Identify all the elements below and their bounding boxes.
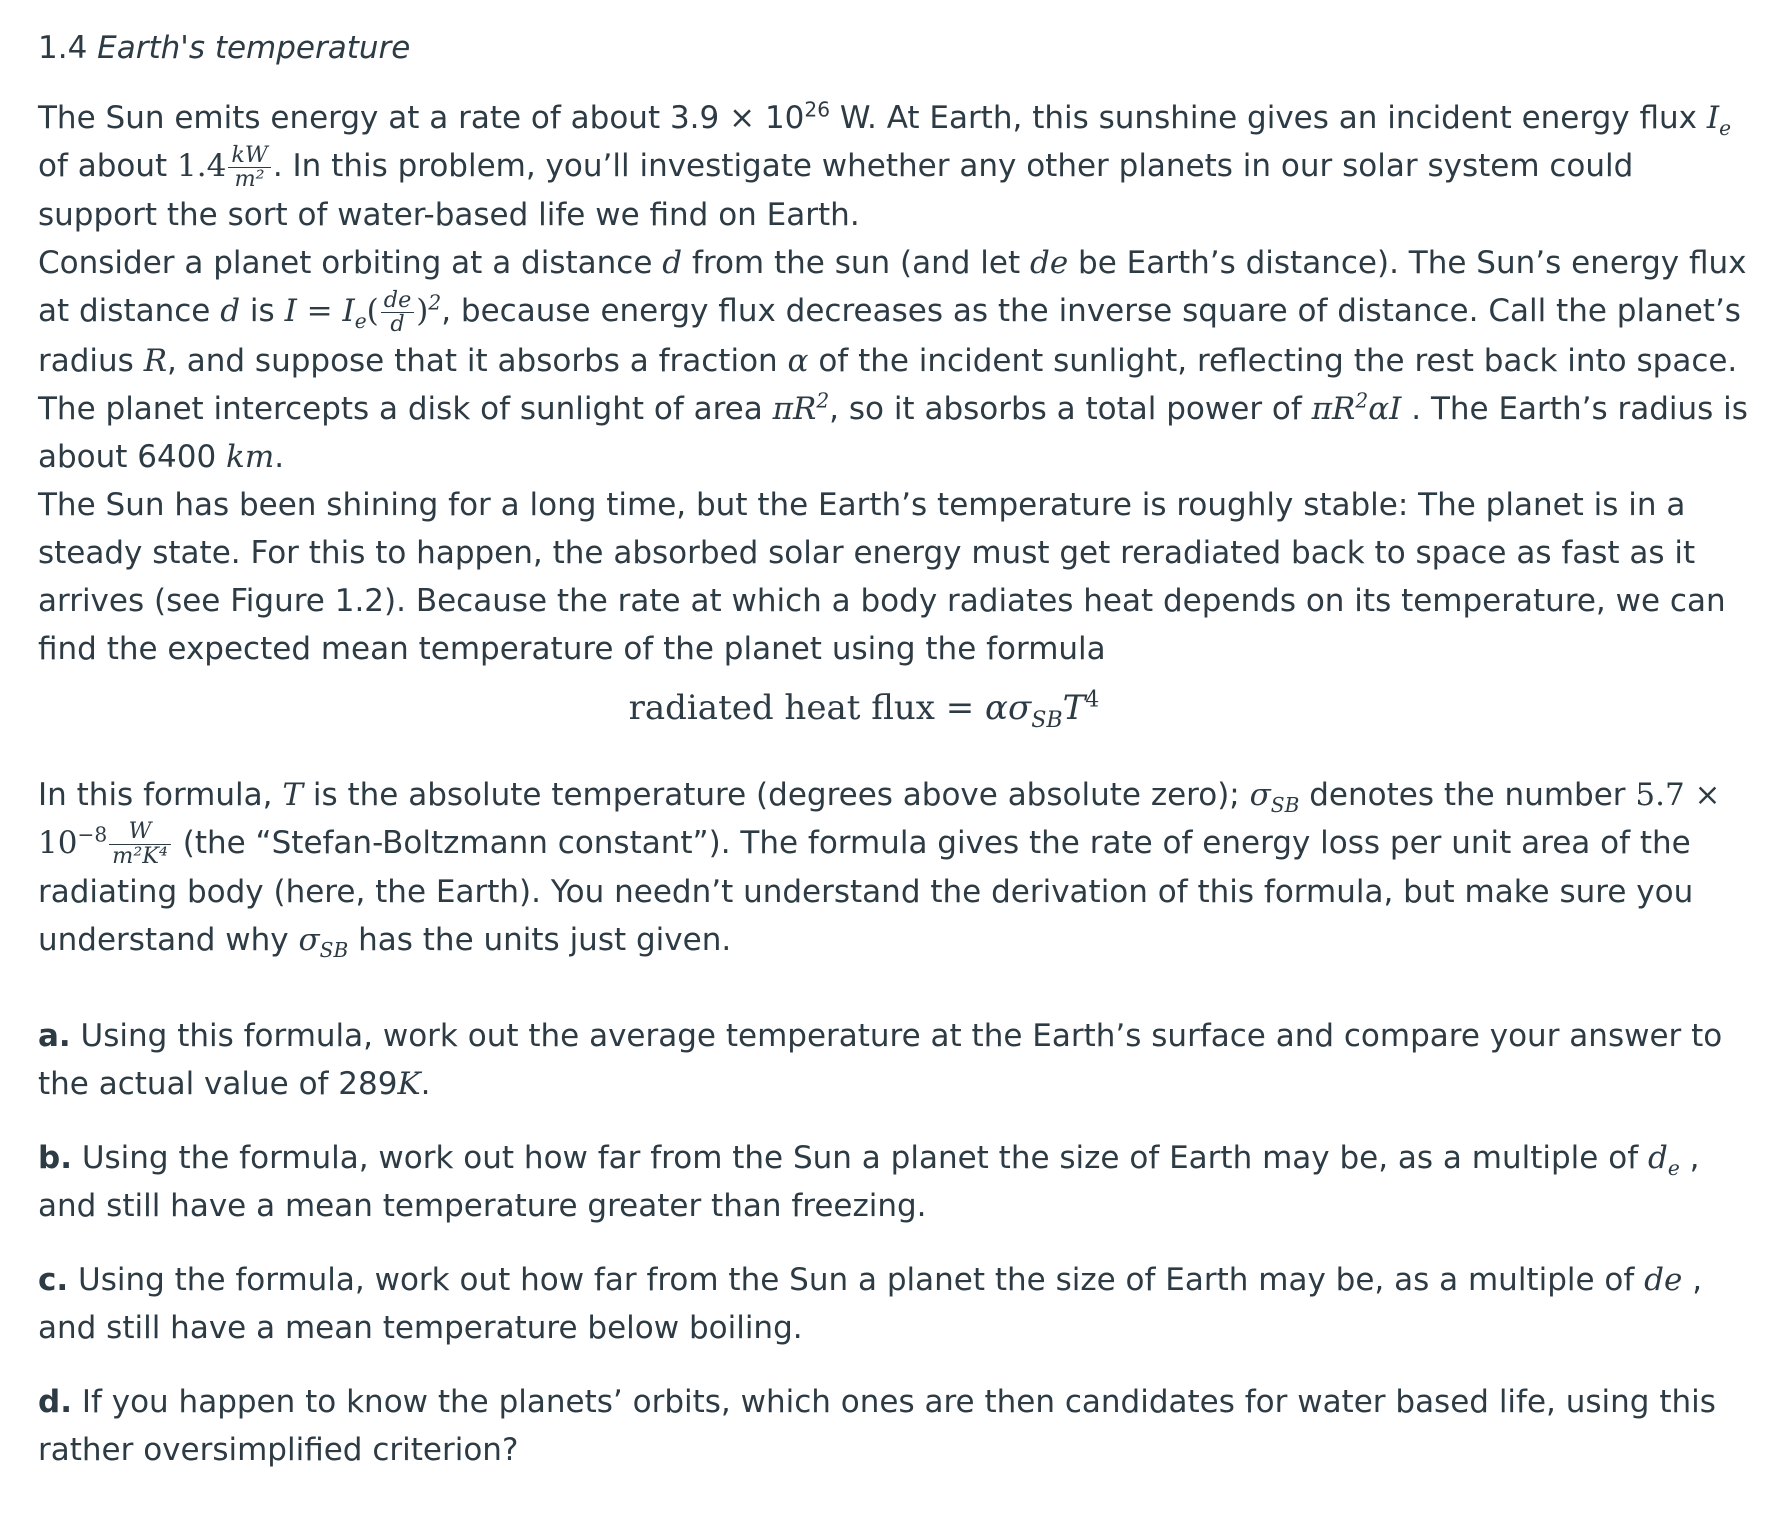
question-b: [38, 1134, 1750, 1230]
display-formula: radiated heat flux = $\alpha\sigma_{SB}T^4$: [628, 686, 1100, 733]
text-run: be Earth’s distance). The Sun’s energy flux at distance: [38, 245, 1747, 330]
text-run: of about: [38, 148, 178, 184]
question-label: b.: [38, 1140, 72, 1177]
question-text: Using the formula, work out how far from the Sun a planet the size of Earth may be, as a multiple of: [68, 1262, 1645, 1299]
math-constant: $5.7 \times 10^{-8}$: [38, 776, 1721, 861]
math-de: de: [1644, 1262, 1683, 1299]
question-text: Using the formula, work out how far from the Sun a planet the size of Earth may be, as a multiple of: [71, 1140, 1648, 1177]
question-text: , and still have a mean temperature greater than freezing.: [38, 1140, 1700, 1225]
fraction-units: $\frac{W}{\text{m²K⁴}}$: [109, 820, 171, 868]
text-run: The Sun emits energy at a rate of about 3.9 × 10: [38, 100, 805, 136]
section-number: 1.4: [38, 30, 88, 66]
question-text: Using this formula, work out the average temperature at the Earth’s surface and compare your answer to the actual value of 289: [38, 1018, 1723, 1103]
question-d: [38, 1378, 1750, 1474]
question-label: d.: [38, 1384, 72, 1421]
exponent: 26: [804, 97, 831, 122]
math-value: 1.4: [177, 148, 227, 184]
math-de: de: [1029, 245, 1069, 282]
math-Ie: $I_e$: [1706, 100, 1731, 141]
question-text: If you happen to know the planets’ orbits, which ones are then candidates for water based life, using this rather oversimplified criterion?: [38, 1384, 1716, 1469]
math-de: $d_e$: [1647, 1140, 1680, 1181]
question-c: [38, 1256, 1750, 1352]
text-run: is: [240, 293, 285, 330]
text-run: , so it absorbs a total power of: [829, 390, 1312, 427]
text-run: In this formula,: [38, 776, 283, 813]
text-run: is the absolute temperature (degrees above absolute zero);: [303, 776, 1250, 813]
question-label: c.: [38, 1262, 69, 1299]
math-flux-equation: $I = I_e$( $\frac{de}{d}$ )$^2$: [284, 287, 442, 338]
text-run: has the units just given.: [348, 922, 732, 959]
text-run: , because energy flux decreases as the inverse square of distance. Call the planet’s radius: [38, 293, 1741, 379]
math-power: $\pi R^2\alpha I$: [1311, 388, 1402, 427]
stefan-boltzmann-paragraph: [38, 771, 1750, 964]
text-run: from the sun (and let: [682, 245, 1030, 282]
math-T: T: [282, 776, 303, 813]
section-title: Earth's temperature: [97, 30, 411, 66]
text-run: , and suppose that it absorbs a fraction: [167, 342, 788, 379]
question-label: a.: [38, 1018, 71, 1055]
text-run: (the “Stefan-Boltzmann constant”). The formula gives the rate of energy loss per unit area of the radiating body (here, the Earth). You needn’t understand the derivation of this formula, but make sure you understand why: [38, 824, 1694, 959]
fraction-kw-m2: $\frac{kW}{\text{m²}}$: [228, 144, 270, 192]
text-run: of the incident sunlight, reflecting the rest back into space. The planet intercepts a disk of sunlight of area: [38, 342, 1738, 427]
steady-state-paragraph: The Sun has been shining for a long time, but the Earth’s temperature is roughly stable: The planet is in a steady state. For this to happen, the absorbed solar energy must get reradiated back to space as fast as it arrives (see Figure 1.2). Because the rate at which a body radiates heat depends on its temperature, we can find the expected mean temperature of the planet using the formula: [38, 486, 1726, 667]
math-alpha: α: [787, 342, 809, 379]
math-R: R: [143, 342, 168, 379]
planet-paragraph: [38, 239, 1750, 480]
question-text: , and still have a mean temperature below boiling.: [38, 1262, 1703, 1347]
math-K: K: [397, 1066, 421, 1103]
text-run: Consider a planet orbiting at a distance: [38, 245, 663, 282]
section-heading: [38, 28, 1750, 68]
intro-paragraph: [38, 94, 1750, 239]
text-run: . In this problem, you’ll investigate whether any other planets in our solar system could support the sort of water-based life we find on Earth.: [38, 148, 1634, 234]
text-run: . The Earth’s radius is about 6400: [38, 390, 1748, 475]
text-run: W. At Earth, this sunshine gives an incident energy flux: [830, 100, 1707, 136]
text-run: denotes the number: [1299, 776, 1636, 813]
problem-page: [38, 20, 1750, 1500]
question-a: a. Using this formula, work out the average temperature at the Earth’s surface and compare your answer to the actual value of 289K.: [38, 1018, 1723, 1103]
math-d: d: [662, 245, 683, 282]
math-sigma-sb: $\sigma_{SB}$: [1249, 776, 1300, 818]
text-run: .: [274, 438, 285, 475]
math-d: d: [220, 293, 241, 330]
math-area: $\pi R^2$: [772, 388, 830, 427]
math-km: km: [226, 438, 275, 475]
math-sigma-sb: $\sigma_{SB}$: [298, 922, 349, 963]
